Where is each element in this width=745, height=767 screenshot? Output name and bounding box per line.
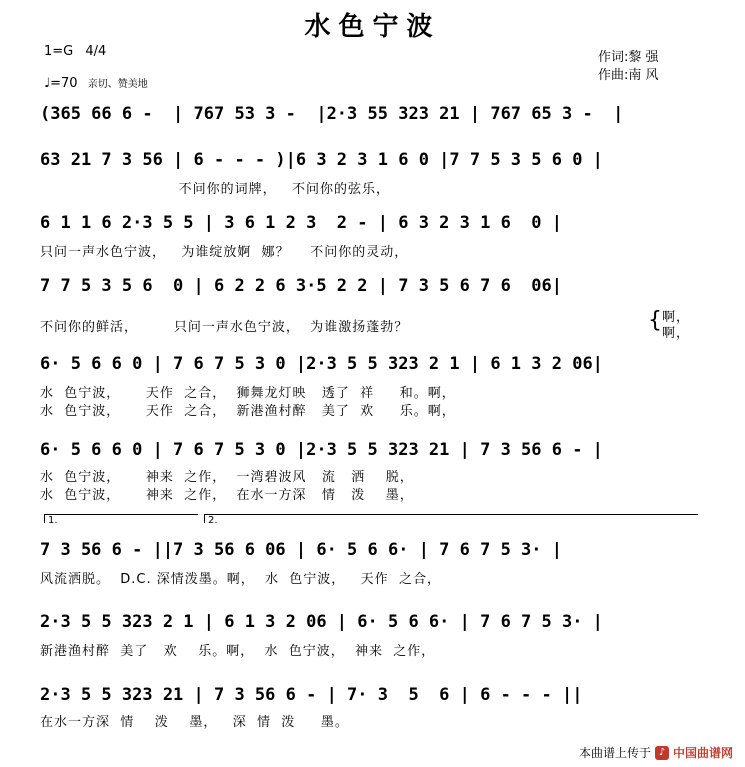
notation-line: 6 1 1 6 2·3 5 5 | 3 6 1 2 3 2 - | 6 3 2 3 1 6 0 |: [40, 213, 562, 233]
notation-line: (365 66 6 - | 767 53 3 - |2·3 55 323 21 | 767 65 3 - |: [40, 104, 624, 124]
composer: 作曲:南 风: [598, 68, 659, 83]
notation-line: 7 7 5 3 5 6 0 | 6 2 2 6 3·5 2 2 | 7 3 5 6 7 6 06|: [40, 276, 562, 296]
notation-line: 7 3 56 6 - ||7 3 56 6 06 | 6· 5 6 6· | 7 6 7 5 3· |: [40, 540, 562, 560]
notation-line: 6· 5 6 6 0 | 7 6 7 5 3 0 |2·3 5 5 323 2 1 | 6 1 3 2 06|: [40, 354, 603, 374]
lyric-line: 不问你的词牌， 不问你的弦乐，: [40, 182, 390, 197]
lyric-line: 风流洒脱。 D.C. 深情泼墨。啊， 水 色宁波， 天作 之合，: [40, 572, 441, 587]
volta-first-ending: 1.: [44, 514, 198, 523]
expression-mark: 亲切、赞美地: [87, 79, 148, 90]
notation-line: 6· 5 6 6 0 | 7 6 7 5 3 0 |2·3 5 5 323 21 | 7 3 56 6 - |: [40, 440, 603, 460]
tempo-line: [44, 76, 148, 92]
notation-line: 2·3 5 5 323 21 | 7 3 56 6 - | 7· 3 5 6 | 6 - - - ||: [40, 685, 583, 705]
aside-lyric-2: 啊，: [662, 326, 691, 341]
lyric-brace: {: [648, 308, 662, 333]
page-title: 水色宁波: [304, 12, 441, 42]
aside-lyric-1: 啊，: [662, 310, 691, 325]
upload-credit: [579, 744, 733, 761]
tempo-mark: ♩=70: [44, 76, 78, 91]
lyric-line-2: 水 色宁波， 神来 之作， 在水一方深 情 泼 墨，: [40, 488, 414, 503]
notation-line: 2·3 5 5 323 2 1 | 6 1 3 2 06 | 6· 5 6 6· | 7 6 7 5 3· |: [40, 612, 603, 632]
site-logo-icon: ♪: [655, 746, 669, 760]
lyric-line-1: 水 色宁波， 神来 之作， 一湾碧波风 流 洒 脱，: [40, 470, 414, 485]
lyric-line: 新港渔村醉 美了 欢 乐。啊， 水 色宁波， 神来 之作，: [40, 644, 436, 659]
site-name[interactable]: 中国曲谱网: [672, 746, 733, 760]
lyric-line: 在水一方深 情 泼 墨， 深 情 泼 墨。: [40, 715, 349, 730]
lyric-line-1: 水 色宁波， 天作 之合， 狮舞龙灯映 透了 祥 和。啊，: [40, 386, 456, 401]
key-label: 1=G: [44, 44, 74, 59]
lyric-line: 只问一声水色宁波， 为谁绽放婀 娜？ 不问你的灵动，: [40, 245, 409, 260]
credit-text: 本曲谱上传于: [578, 746, 651, 760]
lyric-line-2: 水 色宁波， 天作 之合， 新港渔村醉 美了 欢 乐。啊，: [40, 404, 456, 419]
lyric-line: 不问你的鲜活， 只问一声水色宁波， 为谁激扬蓬勃？: [40, 320, 409, 335]
time-signature: 4/4: [85, 44, 107, 59]
volta-second-ending: 2.: [204, 514, 698, 523]
lyricist: 作词:黎 强: [598, 50, 659, 65]
key-signature: [44, 44, 106, 60]
notation-line: 63 21 7 3 56 | 6 - - - )|6 3 2 3 1 6 0 |7 7 5 3 5 6 0 |: [40, 150, 603, 170]
